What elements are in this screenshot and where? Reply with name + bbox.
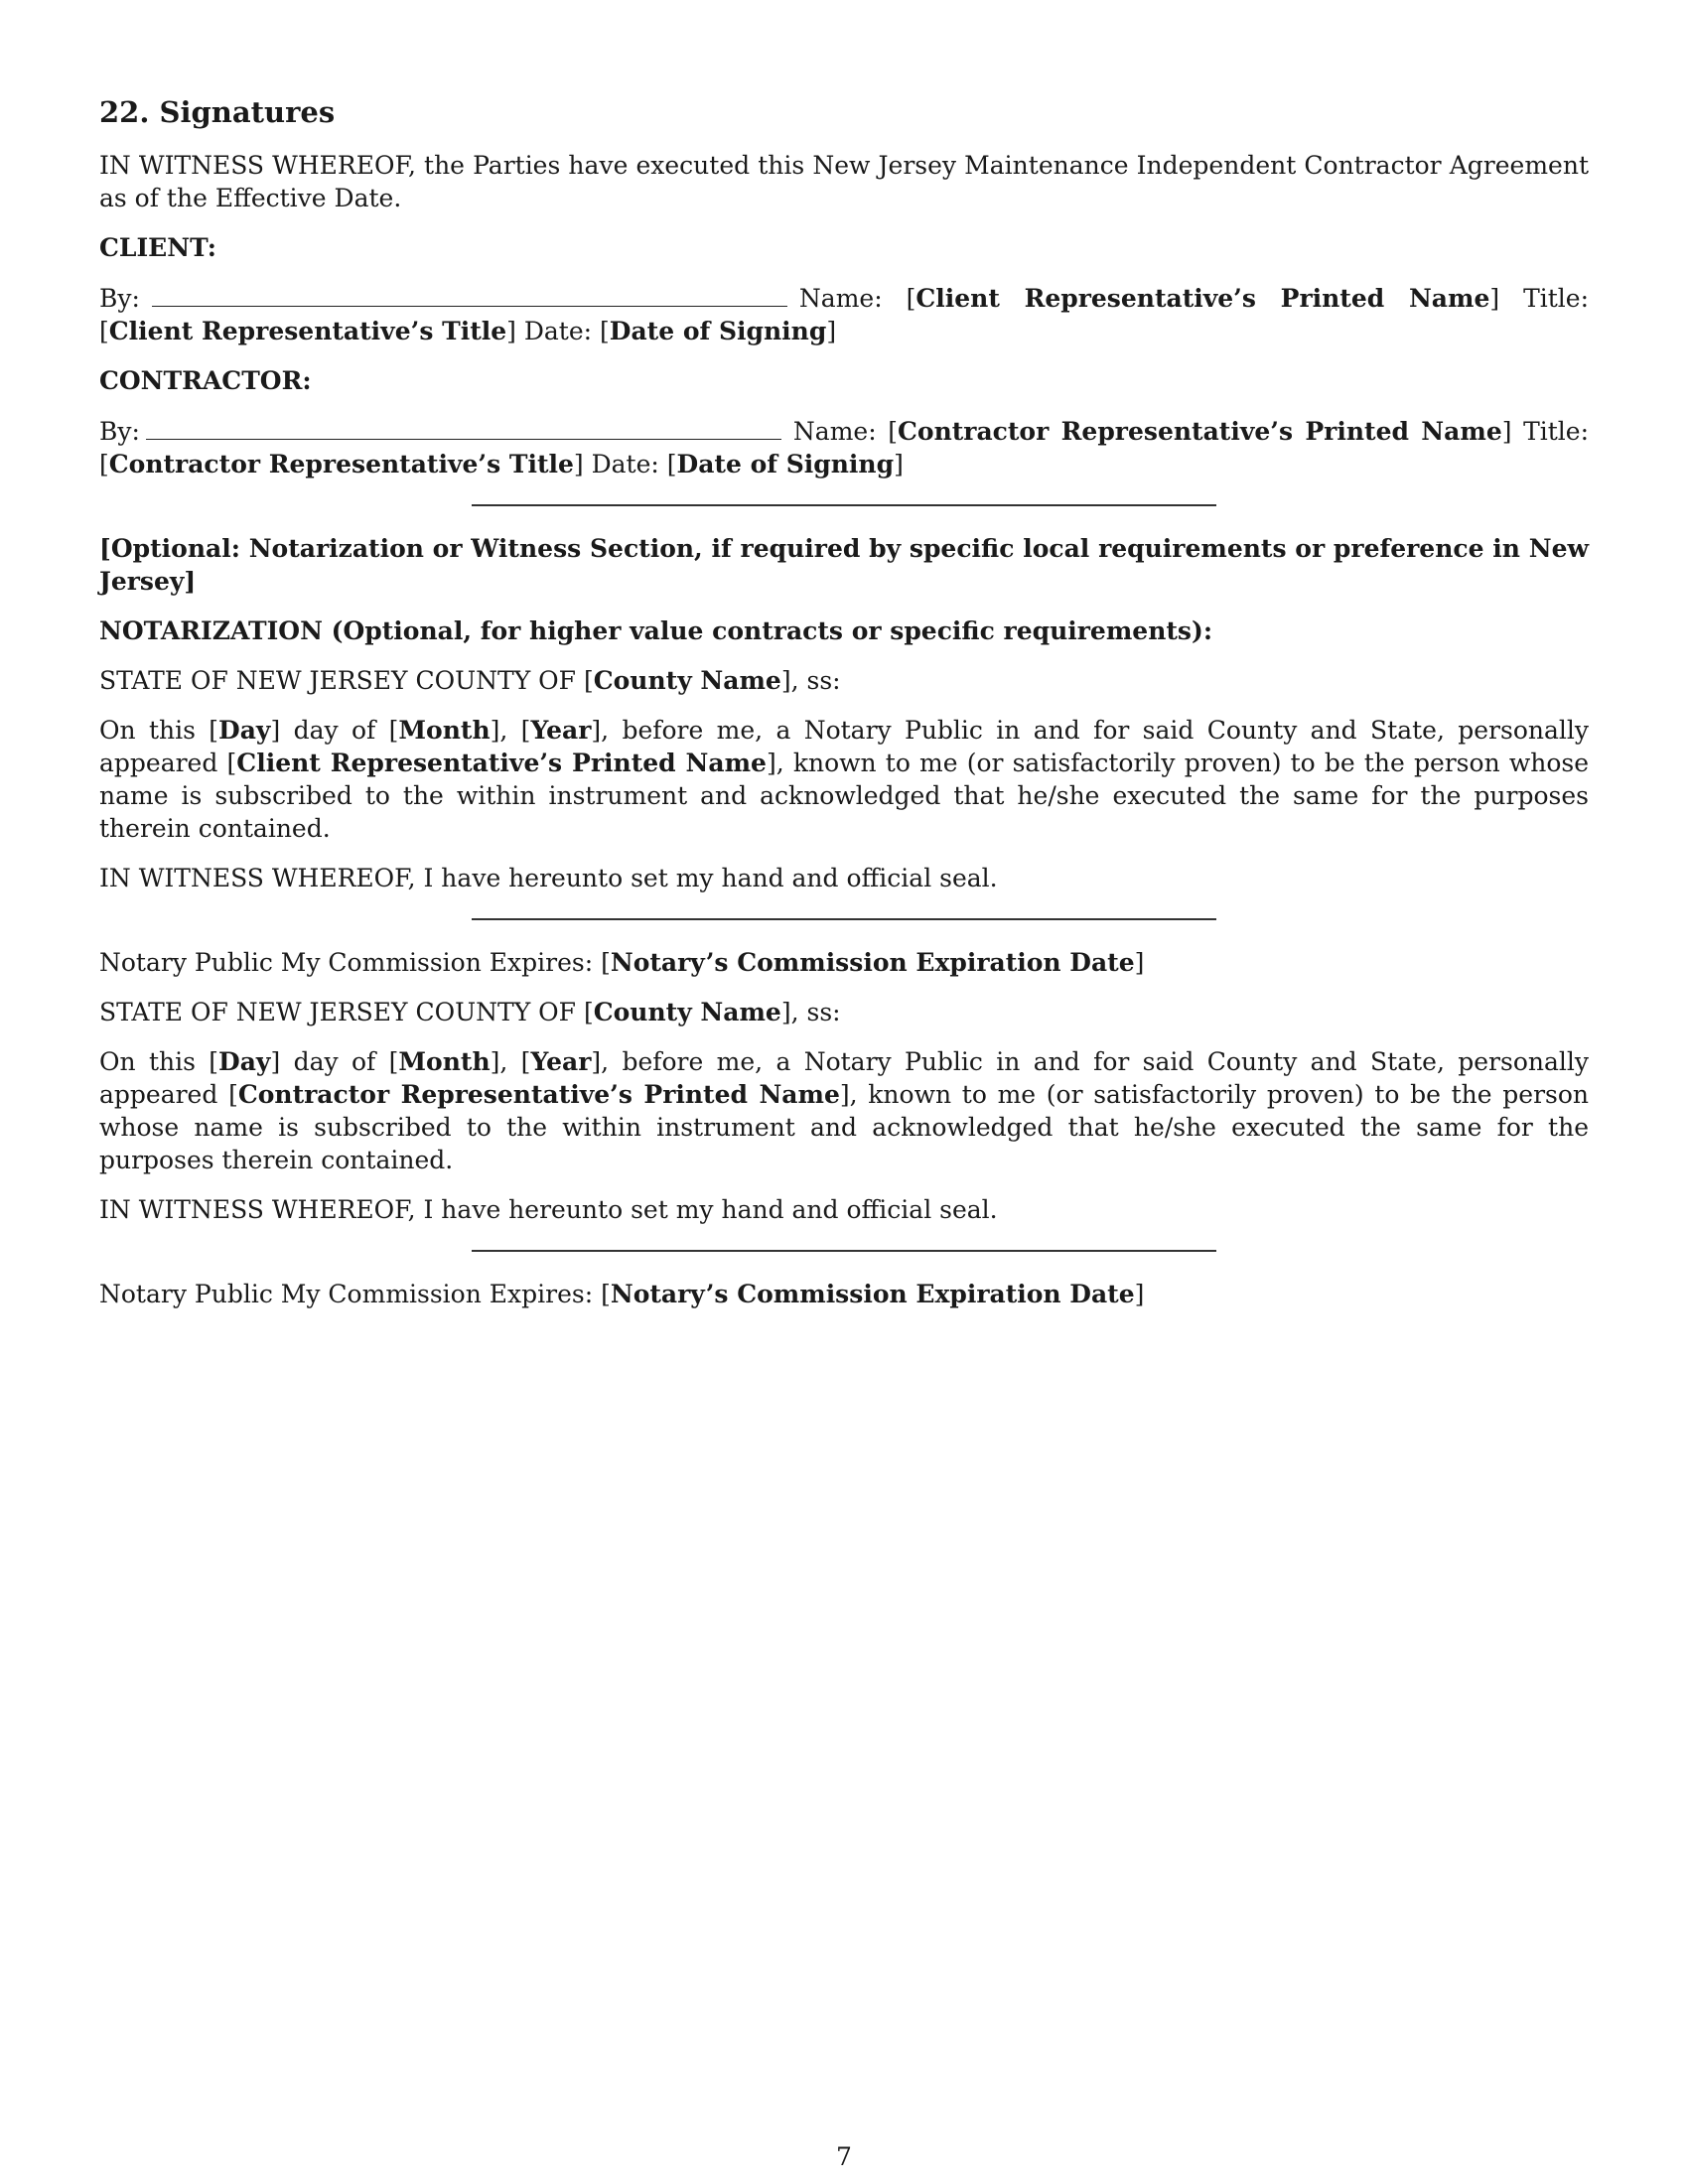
contractor-signature-block: By: Name: [Contractor Representative’s Printed Name] Title: [Contractor Representative’s Title] Date: [Date of Signing] <box>99 417 1590 478</box>
notary2-state-line: STATE OF NEW JERSEY COUNTY OF [County Name], ss: <box>99 998 841 1026</box>
by-label: By: <box>99 417 140 446</box>
by-label: By: <box>99 284 140 313</box>
notary1-witness: IN WITNESS WHEREOF, I have hereunto set my hand and official seal. <box>99 864 998 892</box>
document-page <box>99 95 1589 1327</box>
client-title-placeholder: Client Representative’s Title <box>108 317 507 345</box>
intro-paragraph: IN WITNESS WHEREOF, the Parties have executed this New Jersey Maintenance Independent Contractor Agreement as of the Effective Date. <box>99 151 1589 212</box>
signature-line <box>146 417 781 440</box>
notarization-heading: NOTARIZATION (Optional, for higher value contracts or specific requirements): <box>99 616 1213 645</box>
date-label: Date: <box>523 317 593 345</box>
contractor-name-placeholder: Contractor Representative’s Printed Name <box>898 417 1502 446</box>
client-date-placeholder: Date of Signing <box>609 317 827 345</box>
divider <box>472 504 1216 506</box>
contractor-heading: CONTRACTOR: <box>99 366 312 395</box>
notary1-body: On this [Day] day of [Month], [Year], before me, a Notary Public in and for said County and State, personally appeared [Client Representative’s Printed Name], known to me (or satisfactorily proven) to be the person whose name is subscribed to the within instrument and acknowledged that he/she executed the same for the purposes therein contained. <box>99 716 1590 843</box>
notary-signature-line <box>472 1250 1216 1252</box>
notary1-state-line: STATE OF NEW JERSEY COUNTY OF [County Name], ss: <box>99 666 841 695</box>
contractor-date-placeholder: Date of Signing <box>676 450 895 478</box>
name-label: Name: <box>798 284 883 313</box>
county-placeholder: County Name <box>593 998 781 1026</box>
client-signature-block: By: Name: [Client Representative’s Printed Name] Title: [Client Representative’s Title] Date: [Date of Signing] <box>99 284 1589 345</box>
signature-line <box>152 284 787 307</box>
title-label: Title: <box>1523 417 1590 446</box>
contractor-title-placeholder: Contractor Representative’s Title <box>108 450 574 478</box>
date-label: Date: <box>591 450 659 478</box>
notary2-witness: IN WITNESS WHEREOF, I have hereunto set my hand and official seal. <box>99 1195 998 1224</box>
notary2-expires: Notary Public My Commission Expires: [Notary’s Commission Expiration Date] <box>99 1280 1145 1308</box>
page-number: 7 <box>836 2142 852 2171</box>
notary2-body: On this [Day] day of [Month], [Year], before me, a Notary Public in and for said County and State, personally appeared [Contractor Representative’s Printed Name], known to me (or satisfactorily proven) to be the person whose name is subscribed to the within instrument and acknowledged that he/she executed the same for the purposes therein contained. <box>99 1047 1589 1174</box>
notary-signature-line <box>472 918 1216 920</box>
name-label: Name: <box>792 417 877 446</box>
client-name-placeholder: Client Representative’s Printed Name <box>915 284 1490 313</box>
title-label: Title: <box>1523 284 1589 313</box>
county-placeholder: County Name <box>593 666 781 695</box>
notary1-expires: Notary Public My Commission Expires: [Notary’s Commission Expiration Date] <box>99 948 1145 977</box>
client-heading: CLIENT: <box>99 233 217 262</box>
section-title: 22. Signatures <box>99 95 336 129</box>
optional-note: [Optional: Notarization or Witness Section, if required by specific local requirements or preference in New Jersey] <box>99 534 1589 596</box>
